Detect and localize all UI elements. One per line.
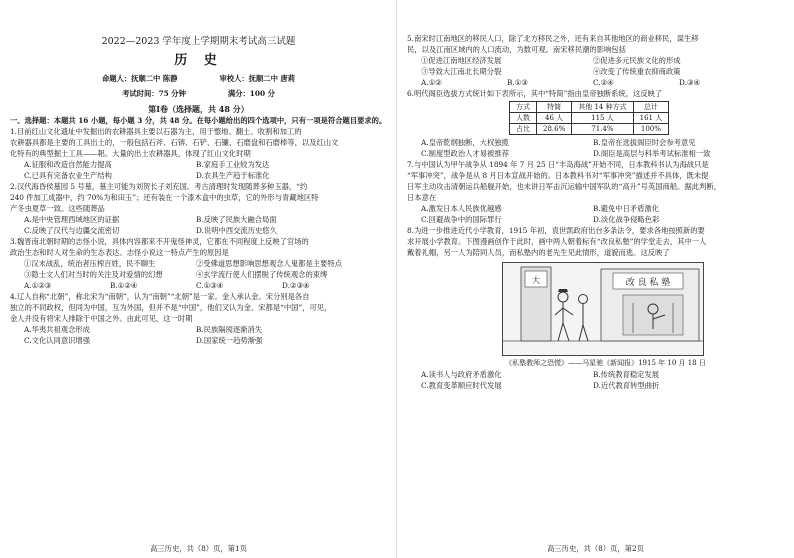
option-d[interactable]: D.阁臣是高层与科举考试标准相一致	[593, 149, 711, 158]
exam-title: 2022—2023 学年度上学期期末考试高三试题	[101, 36, 296, 47]
exam-page-2	[397, 0, 794, 558]
page-footer: 高三历史，共（8）页，第2页	[547, 544, 644, 553]
option-c[interactable]: C.②④	[593, 78, 614, 87]
table-cell: 总计	[633, 102, 669, 113]
choice-3: ③导致大江南北长期分裂	[421, 67, 502, 76]
question-line: 1.目前红山文化遗址中发掘出的农耕器具主要以石器为主，用于整地、翻土、收割和加工的	[10, 127, 302, 136]
page-footer: 高三历史，共（8）页，第1页	[150, 544, 247, 553]
choice-2: ②促进多元民族文化的形成	[593, 56, 681, 65]
question-8	[407, 225, 784, 391]
question-5	[407, 33, 784, 88]
question-line: 日军主动攻击清朝运兵船舰开始，也未讲日军击沉运输中国军队的“高升”号英国商船。据此判断，	[407, 182, 721, 191]
question-6	[407, 88, 784, 159]
authors-row	[10, 73, 387, 84]
choices-row	[10, 269, 387, 280]
options-row	[407, 77, 784, 88]
choices-row	[10, 258, 387, 269]
question-line: 7.与中国认为甲午战争从 1894 年 7 月 25 日“丰岛海战”开始不同，日本教科书认为海战只是	[407, 160, 709, 169]
options-row	[10, 170, 387, 181]
score-text: 满分：100 分	[227, 89, 275, 98]
options-row	[10, 225, 387, 236]
option-b[interactable]: B.①②④	[110, 281, 138, 290]
question-line: 8.为进一步推进近代小学教育，1915 年初，袁世凯政府出台多条法令，要求各地按照新的要	[407, 226, 705, 235]
question-line: 戴着礼帽，另一人为陪同人员，而私塾内的老先生见此情形，道貌而逃。这反映了	[407, 248, 670, 257]
table-cell: 占比	[510, 124, 537, 135]
table-cell: 28.6%	[537, 124, 572, 135]
option-b[interactable]: B.避免中日矛盾激化	[593, 204, 660, 213]
option-a[interactable]: A.①②	[421, 78, 442, 87]
table-cell: 其他 14 种方式	[572, 102, 633, 113]
question-line: 5.南宋时江南地区的移民人口，除了北方移民之外，还有来自其他地区的商业移民，谋生移	[407, 34, 699, 43]
option-d[interactable]: D.说明中西交流历史悠久	[196, 226, 277, 235]
option-a[interactable]: A.是中央管理西域地区的证据	[24, 215, 120, 224]
question-line: 240 件加工成器中，约 70%为和田玉”；还有装在一个漆木盒中的虫草，它的外形与青藏地区特	[10, 193, 319, 202]
table-cell: 161 人	[633, 113, 669, 124]
table-row	[510, 124, 669, 135]
question-line: 政治生态和时人对生命的生态表达。志怪小说这一特点产生的原因是	[10, 248, 229, 257]
question-line: 日本意在	[407, 193, 437, 202]
option-d[interactable]: D.②③④	[282, 281, 310, 290]
choices-row	[407, 55, 784, 66]
option-c[interactable]: C.①③④	[196, 281, 224, 290]
question-line: 求开展小学教育。下图漫画创作于此时，画中两人朝着标有“改良私塾”的学堂走去，其中一人	[407, 237, 707, 246]
choice-1: ①汉末战乱，统治者压榨百姓，民不聊生	[24, 259, 156, 268]
svg-text:大: 大	[532, 276, 540, 285]
option-c[interactable]: C.反映了汉代与边疆交流密切	[24, 226, 120, 235]
options-row	[10, 280, 387, 291]
instructions: 一、选择题：本题共 16 小题，每小题 3 分，共 48 分。在每小题给出的四个选项中，只有一项是符合题目要求的。	[10, 116, 387, 125]
options-row	[10, 159, 387, 170]
option-d[interactable]: D.③④	[679, 78, 700, 87]
choice-1: ①促进江南地区经济发展	[421, 56, 502, 65]
table-row	[510, 113, 669, 124]
option-c[interactable]: C.已具有完备农业生产结构	[24, 171, 112, 180]
cartoon-illustration	[502, 262, 704, 356]
option-d[interactable]: D.国家统一趋势渐强	[196, 336, 263, 345]
table-cell: 特简	[537, 102, 572, 113]
option-d[interactable]: D.农具生产趋于标准化	[196, 171, 270, 180]
option-c[interactable]: C.回避战争中的国际罪行	[421, 215, 502, 224]
option-a[interactable]: A.激发日本人民族优越感	[421, 204, 502, 213]
question-line: 化特有的典型掘土工具——耜。大量的出土农耕器具，体现了红山文化时期	[10, 149, 251, 158]
option-a[interactable]: A.皇帝乾纲独断，大权独揽	[421, 138, 509, 147]
section-heading: 第Ⅰ卷（选择题，共 48 分）	[148, 104, 249, 114]
option-b[interactable]: B.民族隔阂逐渐消失	[196, 325, 263, 334]
question-3	[10, 236, 387, 291]
table-cell: 115 人	[572, 113, 633, 124]
question-line: 6.明代阁臣选拔方式统计如下表所示，其中“特简”指由皇帝独断系统，这反映了	[407, 89, 663, 98]
cartoon-caption: 《私塾教师之恐慌》——马星驰《新闻报》1915 年 10 月 18 日	[505, 359, 706, 367]
selection-table	[509, 101, 669, 135]
option-c[interactable]: C.文化认同意识增强	[24, 336, 91, 345]
options-row	[10, 335, 387, 346]
table-cell: 人数	[510, 113, 537, 124]
question-line: 独立的不同政权，但同为中国，互为外国，但并不是“中国”，他们又认为金、宋都是“中国”，可见，	[10, 303, 332, 312]
options-row	[407, 148, 784, 159]
question-line: 农耕器具都是主要的工具出土的，一般包括石斧、石锛、石铲、石镰、石磨盘和石磨棒等，以及红山文	[10, 138, 339, 147]
exam-info-row	[10, 88, 387, 99]
option-a[interactable]: A.①②③	[24, 281, 52, 290]
table-cell: 方式	[510, 102, 537, 113]
choices-row	[407, 66, 784, 77]
option-b[interactable]: B.传统教育稳定发展	[593, 370, 660, 379]
question-1	[10, 126, 387, 181]
author-text: 命题人：抚顺二中 陈静	[101, 74, 178, 83]
option-d[interactable]: D.近代教育转型曲折	[593, 381, 660, 390]
table-row	[510, 102, 669, 113]
question-4	[10, 291, 387, 346]
question-line: 4.辽人自称“北朝”，称北宋为“南朝”，认为“南朝”“北朝”是一家。金人承认金、宋分别是各自	[10, 292, 310, 301]
choice-2: ②受佛道思想影响思想观念人鬼都是主要特点	[196, 259, 342, 268]
question-line: 民，以及江南区域内的人口流动，为数可观。南宋移民潮的影响包括	[407, 45, 626, 54]
option-d[interactable]: D.淡化战争侵略色彩	[593, 215, 660, 224]
table-cell: 100%	[633, 124, 669, 135]
option-b[interactable]: B.①③	[507, 78, 528, 87]
options-row	[407, 214, 784, 225]
question-line: 2.汉代海昏侯墓园 5 号墓，墓主可能为刘贺长子刘充国。考古清理时发现随葬多种玉器，“约	[10, 182, 308, 191]
school-sign: 改 良 私 塾	[625, 278, 671, 288]
question-line: 金人并没有将宋人排除于中国之外。由此可见，这一时期	[10, 314, 193, 323]
options-row	[10, 214, 387, 225]
option-a[interactable]: A.读书人与政府矛盾激化	[421, 370, 502, 379]
time-text: 考试时间：75 分钟	[122, 89, 186, 98]
table-cell: 71.4%	[572, 124, 633, 135]
options-row	[10, 324, 387, 335]
table-cell: 46 人	[537, 113, 572, 124]
option-b[interactable]: B.反映了民族大融合局面	[196, 215, 277, 224]
choice-4: ④玄学流行使人们摆脱了传统观念的束缚	[196, 270, 328, 279]
question-line: 产冬虫夏草一致。这些随葬品	[10, 204, 105, 213]
question-line: 3.魏晋南北朝时期的志怪小说，具体内容都来不开鬼怪神灵，它都在不同程度上反映了官场的	[10, 237, 309, 246]
subject-heading: 历 史	[174, 53, 223, 68]
options-row	[407, 137, 784, 148]
question-line: “军事冲突”，战争是从 8 月日本宣战开始的。日本教科书对“军事冲突”描述并不具体，既未提	[407, 171, 709, 180]
option-b[interactable]: B.家庭手工业较为发达	[196, 160, 270, 169]
question-7	[407, 159, 784, 225]
option-b[interactable]: B.皇帝在选拔阁臣时会参考意见	[593, 138, 696, 147]
choice-3: ③隐士文人们对当时的关注及对爱情的幻想	[24, 270, 163, 279]
reviewer-text: 审校人：抚顺二中 唐莉	[219, 74, 296, 83]
cartoon-drawing	[503, 263, 703, 355]
options-row	[407, 369, 784, 380]
option-a[interactable]: A.征服和改造自然能力提高	[24, 160, 112, 169]
options-row	[407, 203, 784, 214]
option-a[interactable]: A.华夷共祖观念形成	[24, 325, 90, 334]
options-row	[407, 380, 784, 391]
option-c[interactable]: C.教育变革顺应时代发展	[421, 381, 502, 390]
option-c[interactable]: C.制度型政治人才易被推荐	[421, 149, 509, 158]
choice-4: ④改变了传统重农抑商政策	[593, 67, 681, 76]
question-2	[10, 181, 387, 236]
